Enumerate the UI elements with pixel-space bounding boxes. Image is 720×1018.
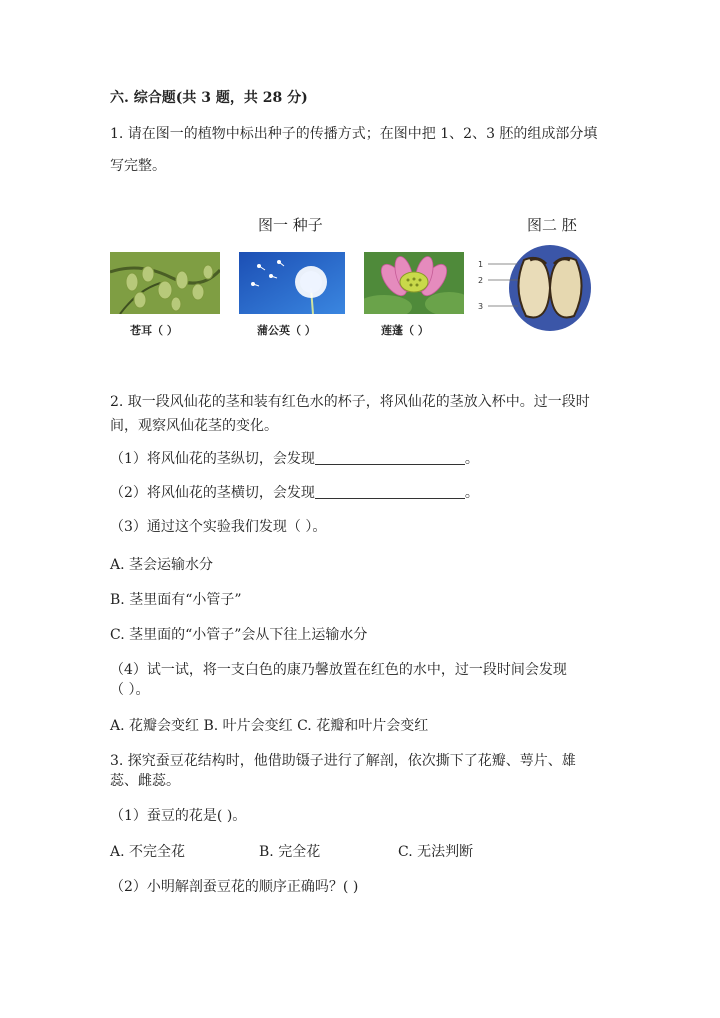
q3-line2: 蕊、雌蕊。 bbox=[110, 773, 180, 789]
q2-sub4-line2: （ ）。 bbox=[110, 682, 150, 698]
q2-sub2 bbox=[110, 483, 479, 503]
embryo-label-3: 3 bbox=[478, 302, 484, 311]
q2-sub4-options: A. 花瓣会变红 B. 叶片会变红 C. 花瓣和叶片会变红 bbox=[110, 718, 429, 734]
q2-option-c: C. 茎里面的“小管子”会从下往上运输水分 bbox=[110, 627, 368, 643]
q2-sub3: （3）通过这个实验我们发现（ ）。 bbox=[110, 519, 327, 535]
q2-option-a: A. 茎会运输水分 bbox=[110, 557, 214, 573]
q2-option-b: B. 茎里面有“小管子” bbox=[110, 592, 242, 608]
section-title: 六. 综合题(共 3 题，共 28 分) bbox=[110, 90, 308, 106]
cocklebur-photo bbox=[110, 252, 220, 314]
q2-sub1-period: 。 bbox=[464, 451, 479, 467]
q2-sub2-blank[interactable] bbox=[315, 484, 465, 499]
figure1-title: 图一 种子 bbox=[258, 216, 323, 234]
q3-option-c: C. 无法判断 bbox=[398, 844, 474, 860]
dandelion-photo bbox=[239, 252, 345, 314]
q3-option-a: A. 不完全花 bbox=[110, 844, 186, 860]
embryo-diagram bbox=[508, 244, 592, 332]
q2-sub1-blank[interactable] bbox=[315, 450, 465, 465]
q2-sub4-line1: （4）试一试，将一支白色的康乃馨放置在红色的水中，过一段时间会发现 bbox=[110, 662, 567, 678]
q2-sub2-period: 。 bbox=[464, 485, 479, 501]
q2-line1: 2. 取一段风仙花的茎和装有红色水的杯子，将风仙花的茎放入杯中。过一段时 bbox=[110, 394, 590, 410]
lotus-photo bbox=[364, 252, 464, 314]
q2-sub2-text: （2）将风仙花的茎横切，会发现 bbox=[110, 485, 315, 501]
q1-line2: 写完整。 bbox=[110, 158, 166, 174]
figure2-title: 图二 胚 bbox=[527, 216, 577, 234]
embryo-label-1: 1 bbox=[478, 260, 484, 269]
embryo-label-2: 2 bbox=[478, 276, 484, 285]
q3-option-b: B. 完全花 bbox=[259, 844, 321, 860]
cocklebur-caption: 苍耳（ ） bbox=[130, 324, 178, 337]
q3-sub2: （2）小明解剖蚕豆花的顺序正确吗？( ) bbox=[110, 879, 359, 895]
q3-sub1: （1）蚕豆的花是( )。 bbox=[110, 808, 247, 824]
lotus-caption: 莲蓬（ ） bbox=[381, 324, 429, 337]
embryo-leader-lines bbox=[478, 258, 518, 318]
q2-sub1-text: （1）将风仙花的茎纵切，会发现 bbox=[110, 451, 315, 467]
q2-sub1 bbox=[110, 449, 479, 469]
q1-line1: 1. 请在图一的植物中标出种子的传播方式；在图中把 1、2、3 胚的组成部分填 bbox=[110, 126, 598, 142]
dandelion-caption: 蒲公英（ ） bbox=[257, 324, 316, 337]
q3-line1: 3. 探究蚕豆花结构时，他借助镊子进行了解剖，依次撕下了花瓣、萼片、雄 bbox=[110, 753, 576, 769]
q2-line2: 间，观察风仙花茎的变化。 bbox=[110, 418, 278, 434]
